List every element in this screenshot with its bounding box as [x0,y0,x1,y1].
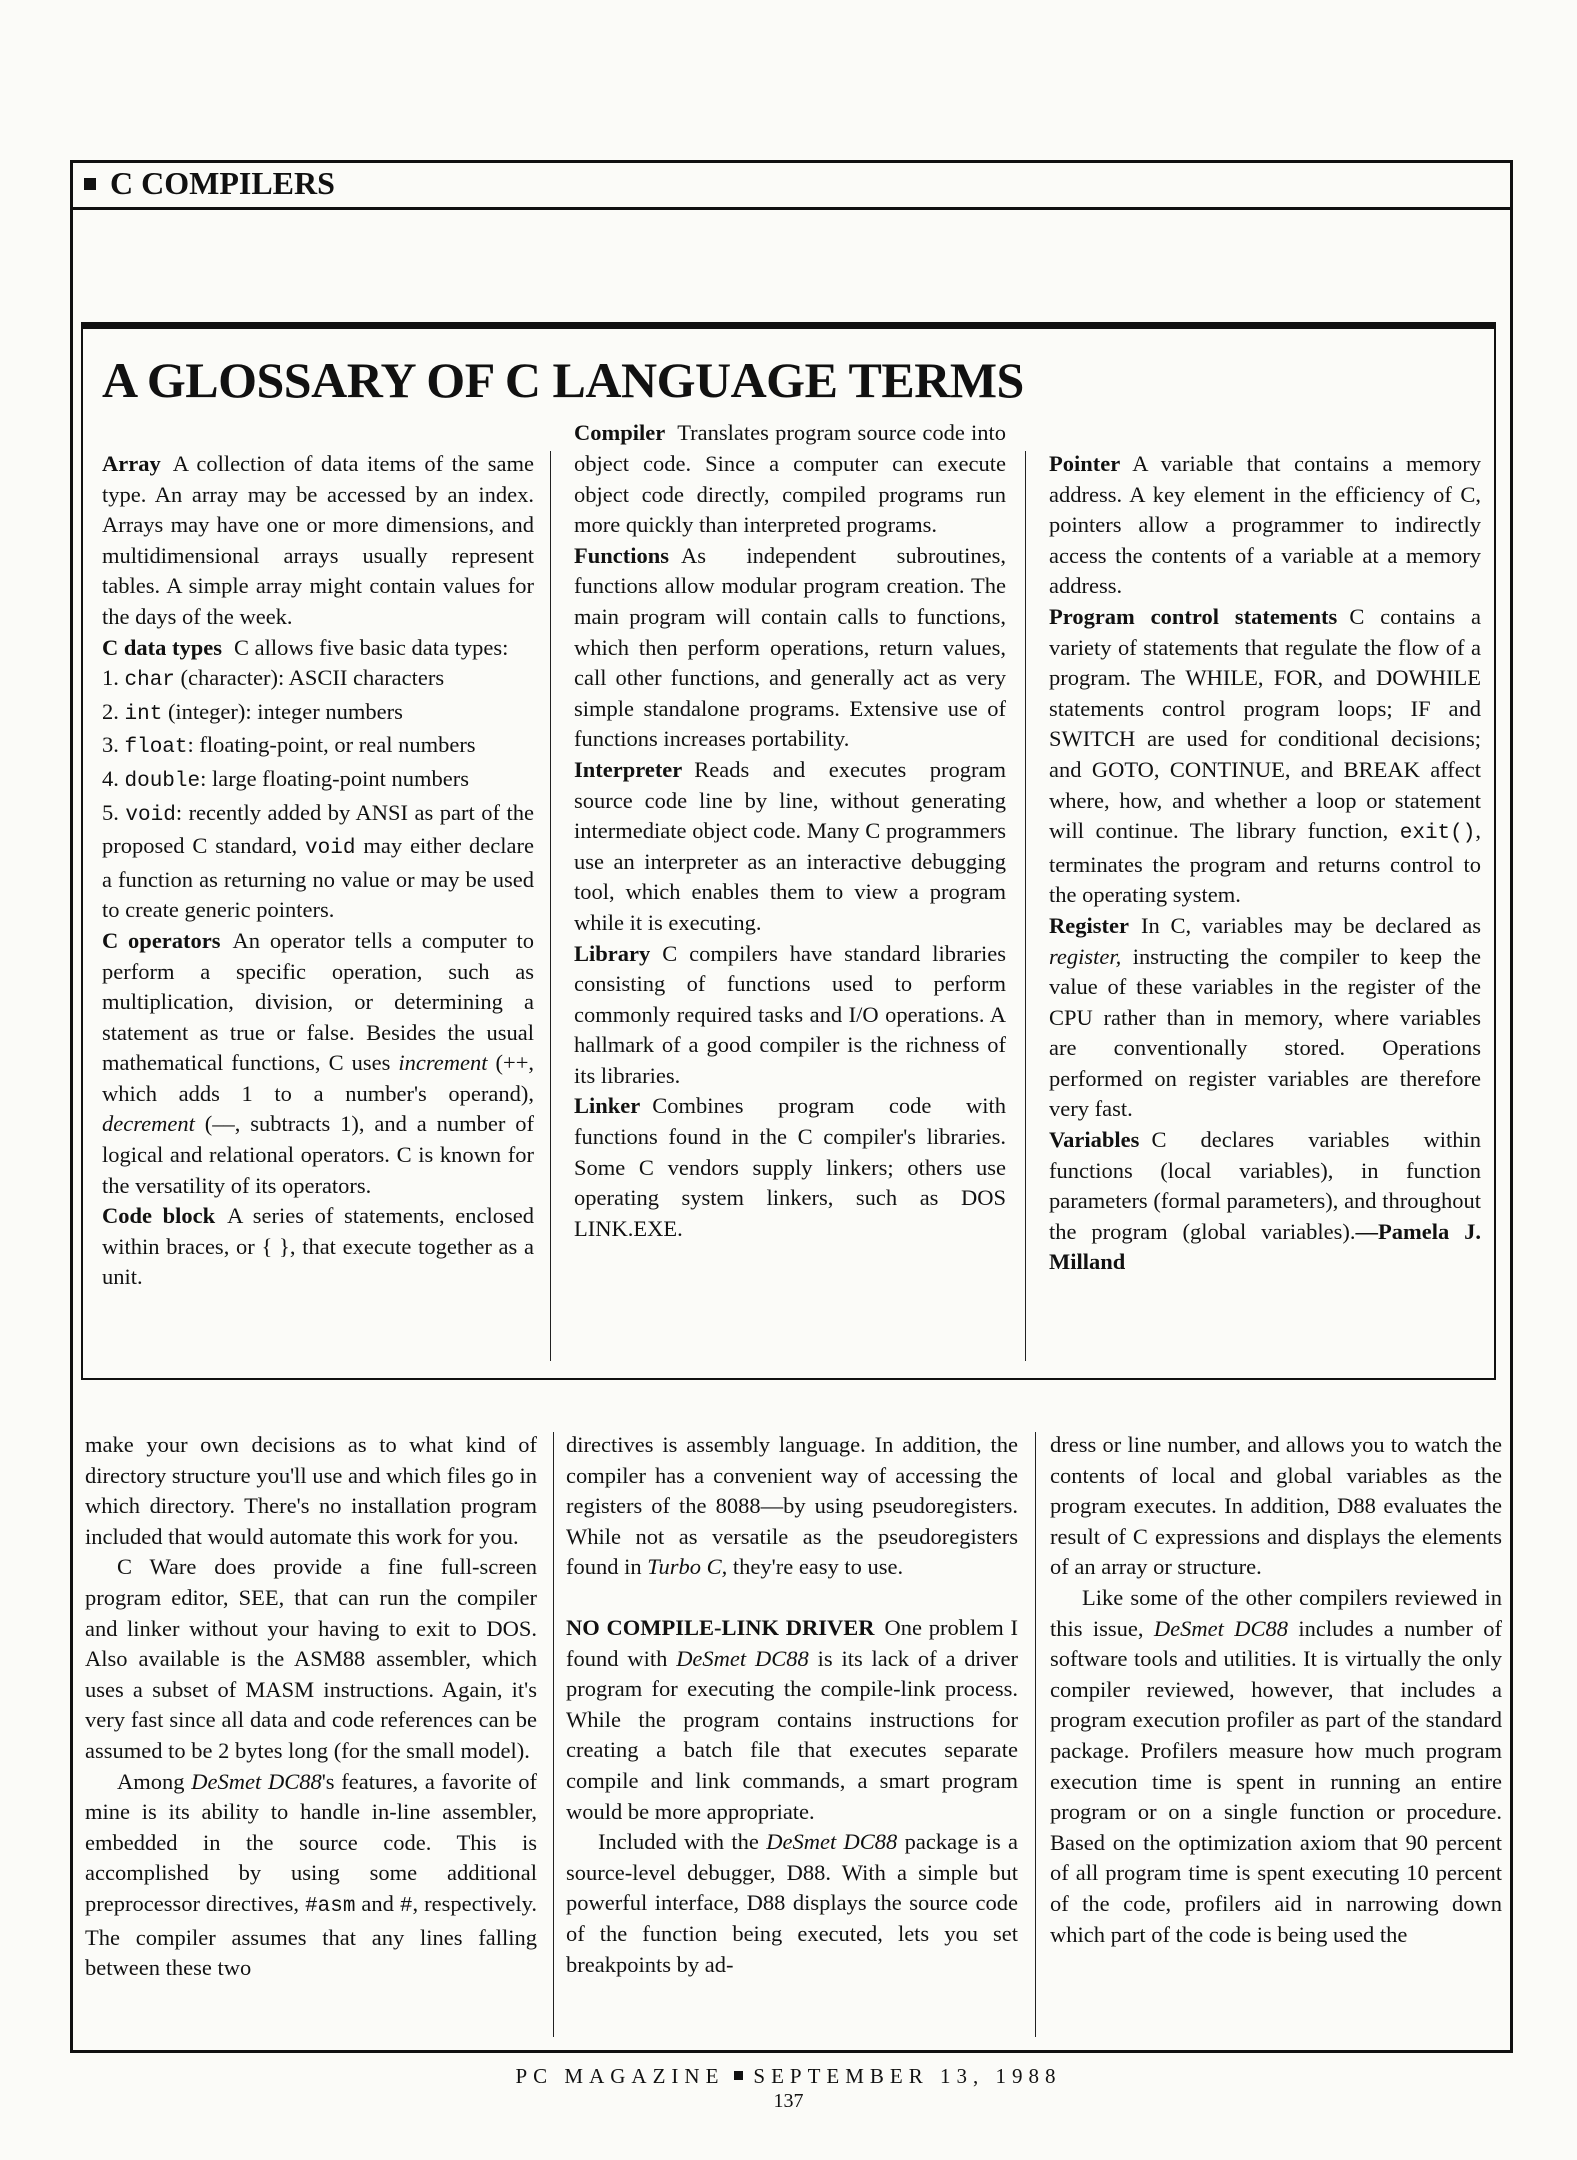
glossary-entry-data-types [102,633,534,664]
product-name: DeSmet DC88 [766,1829,898,1855]
glossary-definition: Reads and executes program source code line by line, without generating intermediate object code. Many C programmers use an interpreter as an interactive debugging tool, which enables them to view a program while it is executing. [574,756,1006,935]
issue-date: SEPTEMBER 13, 1988 [753,2064,1062,2088]
product-name: DeSmet DC88 [1153,1615,1289,1641]
data-type-item [102,798,534,926]
article-paragraph: C Ware does provide a fine full-screen program editor, SEE, that can run the compiler and linker without your having to exit to DOS. Also available is the ASM88 assembler, which uses a subset of MASM instructions. Again, it's very fast since all data and code references can be assumed to be 2 bytes long (for the small model). [85,1554,537,1763]
data-type-item [102,730,534,764]
glossary-definition: A series of statements, enclosed within braces, or { }, that execute together as a unit. [102,1203,534,1290]
sidebar-column-2 [574,420,1006,1369]
italic-term: register, [1049,943,1122,969]
glossary-entry-library [574,939,1006,1092]
author-byline: —Pamela J. Milland [1049,1218,1481,1275]
glossary-entry-array [102,449,534,633]
glossary-entry-program-control [1049,602,1481,911]
article-column-1 [85,1430,537,2042]
code-keyword: double [124,769,201,793]
glossary-definition: (++, which adds 1 to a number's operand), [102,1050,535,1106]
glossary-definition: (––, subtracts 1), and a number of logical and relational operators. C is known for the versatility of its operators. [102,1111,534,1198]
code-keyword: void [305,837,356,861]
glossary-term: Array [102,451,161,476]
item-number: 1. [102,665,119,691]
glossary-definition: C allows five basic data types: [234,634,509,660]
column-rule [1035,1432,1036,2037]
paragraph-text: Included with the [598,1829,759,1855]
item-text: : floating-point, or real numbers [187,732,476,758]
glossary-term: Functions [574,542,670,568]
paragraph-text: 's features, a favorite of mine is its ability to handle in-line assembler, embedded in the source code. This is accomplished by using some additional preprocessor directives, [85,1768,538,1916]
sidebar-column-1 [102,449,534,1369]
item-text: (integer): integer numbers [167,698,403,724]
italic-term: increment [398,1050,488,1076]
paragraph-text: , respectively. The compiler assumes that any lines falling between these two [85,1890,537,1981]
magazine-name: PC MAGAZINE [515,2064,725,2088]
column-rule [553,1432,554,2037]
glossary-term: Program control statements [1049,603,1338,629]
glossary-definition: Translates program source code into object code. Since a computer can execute object code directly, compiled programs run more quickly than interpreted programs. [574,420,1006,538]
article-paragraph: dress or line number, and allows you to watch the contents of local and global variables as the program executes. In addition, D88 evaluates the result of C expressions and displays the elements of an array or structure. [1050,1432,1502,1580]
glossary-definition: instructing the compiler to keep the value of these variables in the register of the CPU rather than in memory, where variables are conventionally stored. Operations performed on register variables are therefore very fast. [1049,943,1481,1122]
article-paragraph [566,1827,1018,1980]
page-footer [0,2064,1577,2089]
data-type-item [102,764,534,798]
code-keyword: # [399,1894,413,1918]
glossary-entry-compiler [574,418,1006,540]
glossary-definition: As independent subroutines, functions allow modular program creation. The main program will contain calls to functions, which then perform operations, return values, call other functions, and generally act as very simple standalone programs. Extensive use of functions increases portability. [574,542,1006,752]
glossary-term: Register [1049,912,1129,938]
glossary-entry-pointer [1049,449,1481,602]
code-keyword: void [125,803,176,827]
article-paragraph [566,1613,1018,1827]
code-keyword: #asm [305,1894,356,1918]
product-name: Turbo C, [647,1554,728,1580]
item-text: (character): ASCII characters [180,665,445,691]
glossary-entry-variables [1049,1125,1481,1278]
column-rule [1025,451,1026,1361]
item-number: 2. [102,698,119,724]
product-name: DeSmet DC88 [191,1768,322,1794]
glossary-entry-functions [574,541,1006,755]
paragraph-text: they're easy to use. [732,1554,904,1580]
subheading: NO COMPILE-LINK DRIVER [566,1614,875,1640]
code-keyword: int [124,702,163,726]
sidebar-column-3 [1049,449,1481,1369]
article-paragraph: make your own decisions as to what kind of directory structure you'll use and which files go in which directory. There's no installation program included that would automate this work for you. [85,1432,537,1549]
item-number: 5. [102,799,119,825]
glossary-term: Pointer [1049,451,1121,476]
glossary-entry-linker [574,1091,1006,1244]
glossary-entry-register [1049,911,1481,1125]
glossary-term: Interpreter [574,756,683,782]
glossary-definition: , terminates the program and returns control to the operating system. [1049,818,1481,908]
paragraph-text: includes a number of software tools and utilities. It is virtually the only compiler reviewed, however, that includes a program execution profiler as part of the standard package. Profilers measure how much program execution time is spent in running an entire program or on a single function or procedure. Based on the optimization axiom that 90 percent of all program time is spent executing 10 percent of the code, profilers aid in narrowing down which part of the code is being used the [1050,1615,1503,1947]
glossary-term: Library [574,940,651,966]
column-flow [574,418,1006,540]
glossary-definition: C declares variables within functions (local variables), in function parameters (formal parameters), and throughout the program (global variables). [1049,1127,1481,1244]
section-title: C COMPILERS [110,165,335,201]
paragraph-text: is its lack of a driver program for executing the compile-link process. While the program contains instructions for creating a batch file that executes separate compile and link commands, a smart program would be more appropriate. [566,1645,1019,1824]
code-keyword: float [124,736,188,760]
glossary-definition: C compilers have standard libraries consisting of functions used to perform commonly required tasks and I/O operations. A hallmark of a good compiler is the richness of its libraries. [574,940,1006,1088]
paragraph-text: Among [117,1768,185,1794]
product-name: DeSmet DC88 [676,1645,809,1671]
article-paragraph [566,1430,1018,1583]
code-keyword: char [124,669,175,693]
column-rule [550,451,551,1361]
glossary-entry-interpreter [574,755,1006,939]
glossary-term: Compiler [574,420,666,446]
glossary-term: Linker [574,1093,641,1119]
glossary-term: C operators [102,927,221,953]
paragraph-text: Like some of the other compilers reviewed in this issue, [1050,1584,1502,1641]
glossary-definition: Combines program code with functions found in the C compiler's libraries. Some C vendors supply linkers; others use operating system linkers, such as DOS LINK.EXE. [574,1093,1006,1241]
paragraph-text: directives is assembly language. In addition, the compiler has a convenient way of accessing the registers of the 8088—by using pseudoregisters. While not as versatile as the pseudoregisters found in [566,1432,1018,1580]
glossary-definition: In C, variables may be declared as [1140,912,1481,938]
paragraph-text: package is a source-level debugger, D88. With a simple but powerful interface, D88 displays the source code of the function being executed, lets you set breakpoints by ad- [566,1829,1019,1977]
glossary-term: Code block [102,1203,216,1229]
glossary-definition: An operator tells a computer to perform a specific operation, such as multiplication, division, or determining a statement as true or false. Besides the usual mathematical functions, C uses [102,927,534,1076]
page-number: 137 [773,2090,804,2112]
section-header [70,160,1513,210]
sidebar-title: A GLOSSARY OF C LANGUAGE TERMS [102,352,1024,408]
glossary-definition: A collection of data items of the same type. An array may be accessed by an index. Arrays may have one or more dimensions, and multidimensional arrays usually represent tables. A simple array might contain values for the days of the week. [102,451,534,629]
paragraph-text: and [361,1890,394,1916]
article-column-3 [1050,1430,1502,2042]
article-column-2 [566,1430,1018,2042]
article-paragraph [85,1767,537,1984]
square-bullet-icon [734,2071,743,2080]
item-text: may either declare a function as returning no value or may be used to create generic pointers. [102,833,535,923]
data-type-item [102,697,534,731]
code-keyword: exit() [1399,822,1476,846]
glossary-definition: A variable that contains a memory address. A key element in the efficiency of C, pointers allow a programmer to indirectly access the contents of a variable at a memory address. [1049,451,1481,599]
paragraph-text: One problem I found with [566,1614,1018,1671]
glossary-term: C data types [102,634,223,660]
glossary-sidebar [81,322,1496,1380]
glossary-definition: C contains a variety of statements that regulate the flow of a program. The WHILE, FOR, and DOWHILE statements control program loops; IF and SWITCH are used for conditional decisions; and GOTO, CONTINUE, and BREAK affect where, how, and whether a loop or statement will continue. The library function, [1049,603,1481,844]
data-type-item [102,663,534,697]
glossary-entry-operators [102,926,534,1201]
item-text: : recently added by ANSI as part of the proposed C standard, [102,799,534,859]
glossary-entry-code-block [102,1201,534,1293]
article-paragraph [1050,1583,1502,1950]
item-number: 4. [102,765,119,791]
glossary-term: Variables [1049,1127,1140,1153]
square-bullet-icon [84,178,96,190]
item-text: : large floating-point numbers [200,765,470,791]
italic-term: decrement [102,1111,195,1137]
item-number: 3. [102,732,119,758]
